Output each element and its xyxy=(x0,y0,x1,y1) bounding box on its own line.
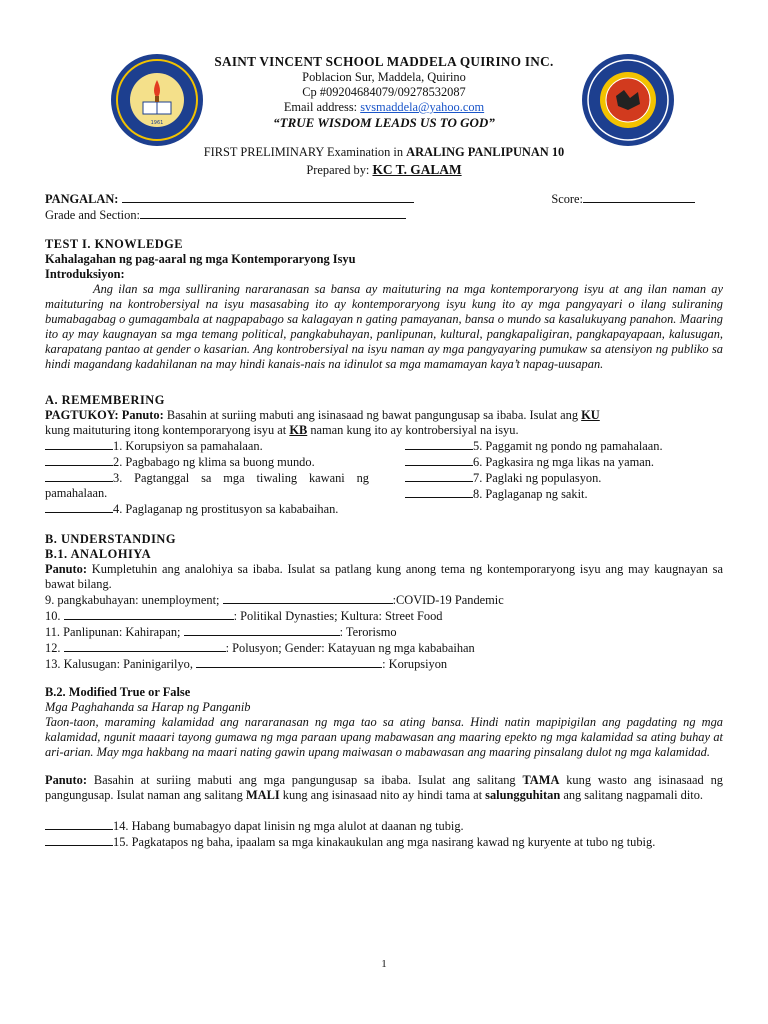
instr-part1: Basahin at suriing mabuti ang isinasaad ng bawat pangungusap sa ibaba. Isulat ang xyxy=(163,408,582,422)
item-text: 1. Korupsiyon sa pamahalaan. xyxy=(113,439,263,453)
kb-code: KB xyxy=(289,423,308,437)
list-item xyxy=(405,486,723,502)
answer-blank[interactable] xyxy=(405,454,473,466)
tf-title: B.2. Modified True or False xyxy=(45,685,191,699)
item-text: 6. Pagkasira ng mga likas na yaman. xyxy=(473,455,654,469)
answer-blank[interactable] xyxy=(196,656,382,668)
items-right-column xyxy=(405,438,723,517)
item-text: : Korupsiyon xyxy=(382,657,448,671)
instr-text: kung wasto ang isinasaad ng pangungusap. Isulat naman ang salitang xyxy=(45,773,723,802)
item-text: 11. Panlipunan: Kahirapan; xyxy=(45,625,184,639)
analogy-item-9 xyxy=(45,592,723,608)
school-address: Poblacion Sur, Maddela, Quirino xyxy=(302,70,466,84)
item-text: 2. Pagbabago ng klima sa buong mundo. xyxy=(113,455,315,469)
school-motto: “TRUE WISDOM LEADS US TO GOD” xyxy=(273,115,495,130)
tf-item-14 xyxy=(45,818,723,834)
grade-row xyxy=(45,207,723,223)
remembering-items xyxy=(45,438,723,517)
answer-blank[interactable] xyxy=(45,834,113,846)
email-label: Email address: xyxy=(283,100,361,114)
item-text: : Terorismo xyxy=(339,625,397,639)
prepared-label: Prepared by: xyxy=(306,163,373,177)
answer-blank[interactable] xyxy=(45,470,113,482)
analogy-item-12 xyxy=(45,640,723,656)
exam-page xyxy=(45,48,723,850)
answer-blank[interactable] xyxy=(405,438,473,450)
grade-blank[interactable] xyxy=(140,207,406,219)
answer-blank[interactable] xyxy=(45,454,113,466)
instr-part2: kung maituturing itong kontemporaryong isyu at xyxy=(45,423,290,437)
mali-word: MALI xyxy=(245,788,280,802)
item-text: : Polusyon; Gender: Katayuan ng mga kababaihan xyxy=(225,641,475,655)
answer-blank[interactable] xyxy=(45,818,113,830)
name-label: PANGALAN: xyxy=(45,192,122,206)
answer-blank[interactable] xyxy=(64,608,234,620)
score-label: Score: xyxy=(551,192,583,206)
instr-part3: naman kung ito ay kontrobersiyal na isyu. xyxy=(307,423,519,437)
school-email-line xyxy=(45,100,723,115)
list-item xyxy=(405,470,723,486)
instr-text: Basahin at suriing mabuti ang mga pangungusap sa ibaba. Isulat ang salitang xyxy=(87,773,523,787)
score-blank[interactable] xyxy=(583,191,695,203)
list-item xyxy=(405,438,723,454)
exam-title-prefix: FIRST PRELIMINARY Examination in xyxy=(203,145,407,159)
item-text: 4. Paglaganap ng prostitusyon sa kababaihan. xyxy=(113,502,339,516)
answer-blank[interactable] xyxy=(45,438,113,450)
item-text: 5. Paggamit ng pondo ng pamahalaan. xyxy=(473,439,663,453)
page-number: 1 xyxy=(381,958,387,970)
tf-subtitle: Mga Paghahanda sa Harap ng Panganib xyxy=(45,700,251,714)
item-text: 8. Paglaganap ng sakit. xyxy=(473,487,588,501)
email-link[interactable]: svsmaddela@yahoo.com xyxy=(360,100,485,114)
letterhead xyxy=(45,54,723,158)
analohiya-title: B.1. ANALOHIYA xyxy=(45,547,152,561)
school-phone: Cp #09204684079/09278532087 xyxy=(302,85,466,99)
analogy-item-11 xyxy=(45,624,723,640)
item-text: 9. pangkabuhayan: unemployment; xyxy=(45,593,223,607)
pagtukoy-label: PAGTUKOY: Panuto: xyxy=(45,408,164,422)
understanding-title: B. UNDERSTANDING xyxy=(45,532,177,546)
list-item xyxy=(45,438,369,454)
item-text: : Politikal Dynasties; Kultura: Street Food xyxy=(233,609,443,623)
item-text: 10. xyxy=(45,609,64,623)
item-text: 12. xyxy=(45,641,64,655)
list-item xyxy=(45,501,369,517)
svg-text:1961: 1961 xyxy=(150,120,164,126)
instr-text: kung ang isinasaad nito ay hindi tama at xyxy=(279,788,486,802)
salungguhitan-word: salungguhitan xyxy=(485,788,561,802)
list-item xyxy=(405,454,723,470)
exam-subject: ARALING PANLIPUNAN 10 xyxy=(406,145,565,159)
test1-subtitle: Kahalagahan ng pag-aaral ng mga Kontemporaryong Isyu xyxy=(45,252,356,266)
answer-blank[interactable] xyxy=(64,640,226,652)
item-text: 3. Pagtanggal sa mga tiwaling kawani ng pamahalaan. xyxy=(45,471,369,500)
item-text: 15. Pagkatapos ng baha, ipaalam sa mga kinakaukulan ang mga nasirang kawad ng kuryente at tubo ng tubig. xyxy=(113,835,656,849)
name-score-row xyxy=(45,191,723,207)
tf-paragraph: Taon-taon, maraming kalamidad ang nararanasan ng mga tao sa ating bansa. Hindi natin mapipigilan ang pagdating ng mga kalamidad, ngunit maaari tayong gumawa ng mga paraan upang mabawasan ang maaring epekto ng mga kalamidad sa ating buhay at ari-arian. May mga hakbang na maari nating gawin upang maiwasan o mabawasan ang maaring pinsalang dulot ng mga kalamidad. xyxy=(45,715,723,759)
panuto-text: Kumpletuhin ang analohiya sa ibaba. Isulat sa patlang kung anong tema ng kontemporaryong isyu ang may kaugnayan sa bawat bilang. xyxy=(45,562,723,591)
remembering-title: A. REMEMBERING xyxy=(45,393,165,407)
answer-blank[interactable] xyxy=(223,592,393,604)
answer-blank[interactable] xyxy=(45,501,113,513)
analogy-item-10 xyxy=(45,608,723,624)
item-text: :COVID-19 Pandemic xyxy=(392,593,504,607)
test1-title: TEST I. KNOWLEDGE xyxy=(45,237,184,251)
tf-item-15 xyxy=(45,834,723,850)
panuto-label: Panuto: xyxy=(45,562,87,576)
grade-label: Grade and Section: xyxy=(45,208,140,222)
list-item xyxy=(45,454,369,470)
list-item xyxy=(45,470,369,501)
analohiya-instructions xyxy=(45,562,723,592)
answer-blank[interactable] xyxy=(184,624,340,636)
school-name: SAINT VINCENT SCHOOL MADDELA QUIRINO INC. xyxy=(214,54,554,69)
ku-code: KU xyxy=(581,408,600,422)
analogy-item-13 xyxy=(45,656,723,672)
item-text: 13. Kalusugan: Paninigarilyo, xyxy=(45,657,197,671)
prepared-by xyxy=(45,162,723,178)
tama-word: TAMA xyxy=(522,773,560,787)
answer-blank[interactable] xyxy=(405,470,473,482)
remembering-instructions xyxy=(45,408,723,423)
item-text: 14. Habang bumabagyo dapat linisin ng mga alulot at daanan ng tubig. xyxy=(113,819,464,833)
instr-text: ang salitang nagpamali dito. xyxy=(560,788,704,802)
intro-label: Introduksiyon: xyxy=(45,267,125,281)
tf-instructions xyxy=(45,773,723,803)
panuto-label: Panuto: xyxy=(45,773,87,787)
intro-paragraph: Ang ilan sa mga sulliraning nararanasan sa bansa ay maituturing na mga kontemporaryong isyu at ang ilan naman ay maituturing na kontrobersiyal na isyu masasabing ito ay kontemporaryong isyu kung ito ay mga pangyayari o ilang suliraning bumabagabag o gumagambala at nagpapabago sa kalagayan n gating pamayanan, bansa o mundo sa kasalukuyang panahon. Maaring ito ay may kaugnayan sa mga temang political, pangkabuhayan, panlipunan, kultural, pangkapaligiran, pangkapayapaan, kalusugan, karapatang pantao at gender o kasarian. Ang kontrobersiyal na isyu naman ay mga pangyayaring pumukaw sa atensiyon ng publiko sa hindi magandang kadahilanan na may hindi kanais-nais na idinulot sa mga mamamayan kaya’t napag-uusapan. xyxy=(45,282,723,371)
teacher-name: KC T. GALAM xyxy=(372,162,462,177)
remembering-instructions-2 xyxy=(45,423,723,438)
items-left-column xyxy=(45,438,369,517)
answer-blank[interactable] xyxy=(405,486,473,498)
name-blank[interactable] xyxy=(122,191,414,203)
item-text: 7. Paglaki ng populasyon. xyxy=(473,471,602,485)
